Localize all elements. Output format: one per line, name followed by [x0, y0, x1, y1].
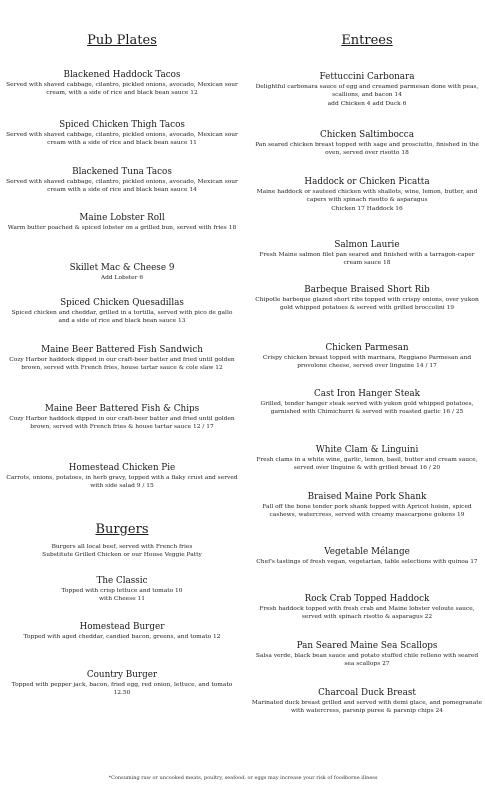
item-name: Charcoal Duck Breast	[318, 688, 416, 698]
menu-item	[6, 622, 238, 641]
menu-item	[251, 72, 483, 108]
menu-item	[6, 404, 238, 432]
item-name: Blackened Tuna Tacos	[72, 167, 172, 177]
item-name: Vegetable Mélange	[324, 547, 410, 557]
item-name: Haddock or Chicken Picatta	[304, 177, 430, 187]
menu-item	[6, 167, 238, 195]
burgers-intro-line: Burgers all local beef, served with French fries	[51, 544, 193, 550]
pub-plates-title: Pub Plates	[87, 33, 157, 48]
item-name: Homestead Chicken Pie	[68, 463, 176, 473]
menu-item	[251, 594, 483, 622]
menu-item	[251, 492, 483, 520]
item-name: The Classic	[96, 576, 148, 586]
menu-item	[6, 70, 238, 98]
item-name: Fettuccini Carbonara	[319, 72, 415, 82]
item-desc: Topped with pepper jack, bacon, fried egg, red onion, lettuce, and tomato 12.50	[11, 682, 233, 697]
item-desc: Served with shaved cabbage, cilantro, pickled onions, avocado, Mexican sour cream with a side of rice and black bean sauce 14	[6, 179, 238, 194]
item-desc: Fresh haddock topped with fresh crab and Maine lobster veloute sauce, served with spinach risotto & asparagus 22	[259, 606, 475, 621]
item-desc: Grilled, tender hanger steak served with yukon gold whipped potatoes, garnished with Chimichurri & served with roasted garlic 16 / 25	[260, 401, 474, 416]
item-desc: Fresh Maine salmon filet pan seared and finished with a tarragon-caper cream sauce 18	[259, 252, 475, 267]
menu-item	[251, 343, 483, 371]
entrees-title: Entrees	[341, 33, 393, 48]
item-desc: Add Lobster 6	[100, 275, 144, 281]
item-name: Braised Maine Pork Shank	[307, 492, 427, 502]
item-name: Cast Iron Hanger Steak	[313, 389, 421, 399]
item-name: Homestead Burger	[79, 622, 165, 632]
menu-item	[251, 240, 483, 268]
food-safety-footnote: *Consuming raw or uncooked meats, poultry, seafood, or eggs may increase your risk of foodborne illness	[108, 775, 378, 781]
item-desc: Warm butter poached & spiced lobster on a grilled bun, served with fries 18	[7, 225, 237, 231]
item-desc: Cozy Harbor haddock dipped in our craft-beer batter and fried until golden brown, served with French fries, house tartar sauce & cole slaw 12	[9, 357, 235, 372]
item-desc: Fresh clams in a white wine, garlic, lemon, basil, butter and cream sauce, served over linguine & with grilled bread 16 / 20	[256, 457, 478, 472]
item-name: Blackened Haddock Tacos	[63, 70, 181, 80]
menu-item	[251, 688, 483, 716]
item-desc: Crispy chicken breast topped with marinara, Reggiano Parmesan and provolone cheese, served over linguine 14 / 17	[262, 355, 472, 370]
item-name: Chicken Parmesan	[325, 343, 409, 353]
item-desc: Spiced chicken and cheddar, grilled in a tortilla, served with pico de gallo and a side of rice and black bean sauce 13	[11, 310, 233, 325]
item-name: Maine Beer Battered Fish & Chips	[44, 404, 200, 414]
item-name: Chicken Saltimbocca	[320, 130, 414, 140]
menu-item	[251, 389, 483, 417]
menu-item	[251, 547, 483, 566]
burgers-title: Burgers	[95, 522, 149, 537]
menu-item	[6, 670, 238, 698]
item-desc: Delightful carbonara sauce of egg and creamed parmesan done with peas, scallions, and bacon 14	[255, 84, 479, 99]
item-desc: Cozy Harbor haddock dipped in our craft-beer batter and fried until golden brown, served with French fries & house tartar sauce 12 / 17	[9, 416, 235, 431]
item-desc-extra: add Chicken 4 add Duck 6	[327, 100, 407, 107]
item-desc: Served with shaved cabbage, cilantro, pickled onions, avocado, Mexican sour cream with a side of rice and black bean sauce 11	[6, 132, 238, 147]
item-desc: Chipotle barbeque glazed short ribs topped with crispy onions, over yukon gold whipped potatoes & served with grilled broccolini 19	[255, 297, 479, 312]
item-name: Spiced Chicken Thigh Tacos	[59, 120, 185, 130]
menu-item	[6, 120, 238, 148]
menu-item	[6, 463, 238, 491]
item-desc: Maine haddock or sauteed chicken with shallots, wine, lemon, butter, and capers with spinach risotto & asparagus	[256, 189, 478, 204]
menu-item	[251, 130, 483, 158]
item-desc: Served with shaved cabbage, cilantro, pickled onions, avocado, Mexican sour cream, with a side of rice and black bean sauce 12	[6, 82, 238, 97]
item-name: Maine Lobster Roll	[79, 213, 165, 223]
menu-item	[251, 641, 483, 669]
item-desc-extra: with Cheese 11	[98, 596, 146, 603]
item-desc: Topped with crisp lettuce and tomato 10	[61, 588, 183, 594]
item-desc: Pan seared chicken breast topped with sage and prosciutto, finished in the oven, served over risotto 18	[255, 142, 479, 157]
item-name: Rock Crab Topped Haddock	[304, 594, 430, 604]
item-desc: Fall off the bone tender pork shank topped with Apricot hoisin, spiced cashews, watercress, served with creamy mascarpone gokens 19	[262, 504, 472, 519]
item-desc-extra: Chicken 17 Haddock 16	[331, 205, 403, 212]
item-desc: Chef's tastings of fresh vegan, vegetarian, table selections with quinoa 17	[256, 559, 478, 565]
item-name: Pan Seared Maine Sea Scallops	[296, 641, 438, 651]
item-desc: Salsa verde, black bean sauce and potato stuffed chile relleno with seared sea scallops 27	[255, 653, 479, 668]
menu-item	[6, 298, 238, 326]
menu-item	[251, 285, 483, 313]
item-name: Barbeque Braised Short Rib	[304, 285, 430, 295]
item-name: White Clam & Linguini	[315, 445, 419, 455]
menu-item	[6, 345, 238, 373]
menu-item	[251, 177, 483, 213]
menu-item	[6, 263, 238, 282]
item-desc: Carrots, onions, potatoes, in herb gravy, topped with a flaky crust and served with side salad 9 / 15	[6, 475, 238, 490]
burgers-intro-line: Substitute Grilled Chicken or our House Veggie Patty	[42, 552, 202, 559]
menu-item	[6, 213, 238, 232]
item-name: Salmon Laurie	[334, 240, 400, 250]
item-name: Maine Beer Battered Fish Sandwich	[41, 345, 203, 355]
item-name: Country Burger	[86, 670, 158, 680]
item-desc: Topped with aged cheddar, candied bacon, greens, and tomato 12	[23, 634, 221, 640]
menu-item	[251, 445, 483, 473]
item-desc: Marinated duck breast grilled and served with demi glace, and pomegranate with watercress, parsnip puree & parsnip chips 24	[251, 700, 483, 715]
burgers-intro	[6, 543, 238, 560]
item-name: Skillet Mac & Cheese 9	[69, 263, 175, 273]
menu-item	[6, 576, 238, 604]
item-name: Spiced Chicken Quesadillas	[60, 298, 184, 308]
